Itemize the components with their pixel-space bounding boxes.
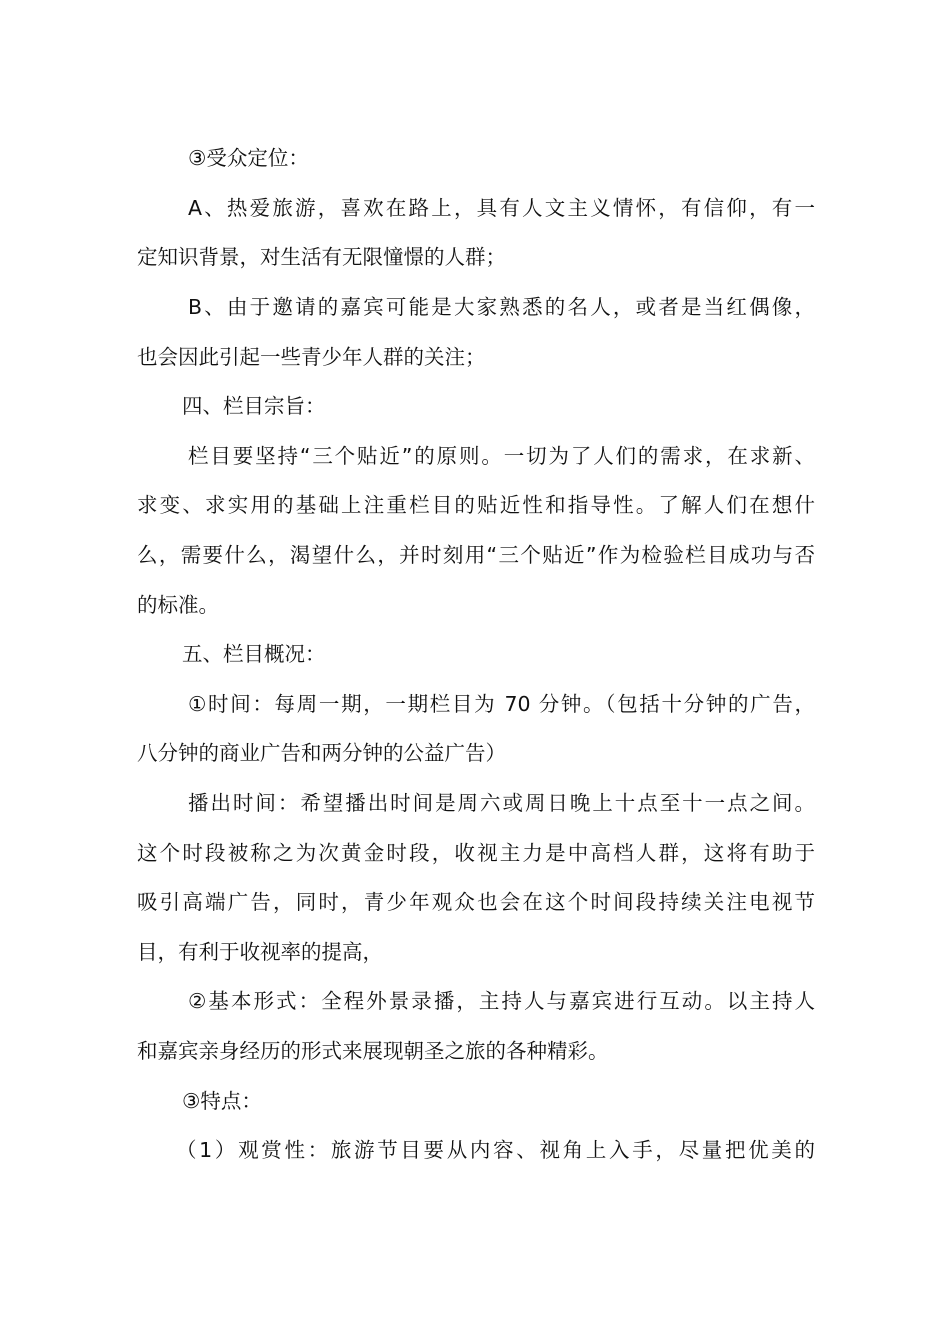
paragraph-line: 栏目要坚持“三个贴近”的原则。一切为了人们的需求，在求新、	[188, 444, 815, 468]
paragraph-line: 八分钟的商业广告和两分钟的公益广告）	[137, 741, 506, 765]
paragraph-line: 也会因此引起一些青少年人群的关注；	[137, 345, 486, 369]
paragraph-line: 求变、求实用的基础上注重栏目的贴近性和指导性。了解人们在想什	[137, 493, 815, 517]
paragraph-line: （1）观赏性：旅游节目要从内容、视角上入手，尽量把优美的	[176, 1138, 815, 1162]
paragraph-line: 定知识背景，对生活有无限憧憬的人群；	[137, 245, 506, 269]
section-overview-heading: 五、栏目概况：	[182, 642, 326, 666]
paragraph-line: 吸引高端广告，同时，青少年观众也会在这个时间段持续关注电视节	[137, 890, 815, 914]
paragraph-line: 和嘉宾亲身经历的形式来展现朝圣之旅的各种精彩。	[137, 1039, 609, 1063]
paragraph-line: B、由于邀请的嘉宾可能是大家熟悉的名人，或者是当红偶像，	[188, 295, 815, 319]
section-audience-heading: ③受众定位：	[188, 146, 309, 170]
paragraph-line: ②基本形式：全程外景录播，主持人与嘉宾进行互动。以主持人	[188, 989, 815, 1013]
paragraph-line: 这个时段被称之为次黄金时段，收视主力是中高档人群，这将有助于	[137, 841, 815, 865]
paragraph-line: 播出时间：希望播出时间是周六或周日晚上十点至十一点之间。	[188, 791, 815, 815]
section-purpose-heading: 四、栏目宗旨：	[182, 394, 326, 418]
paragraph-line: 么，需要什么，渴望什么，并时刻用“三个贴近”作为检验栏目成功与否	[137, 543, 815, 567]
paragraph-line: A、热爱旅游，喜欢在路上，具有人文主义情怀，有信仰，有一	[188, 196, 815, 220]
paragraph-line: 目，有利于收视率的提高，	[137, 940, 383, 964]
section-features-heading: ③特点：	[182, 1089, 262, 1113]
paragraph-line: 的标准。	[137, 593, 219, 617]
paragraph-line: ①时间：每周一期，一期栏目为 70 分钟。（包括十分钟的广告，	[188, 692, 815, 716]
